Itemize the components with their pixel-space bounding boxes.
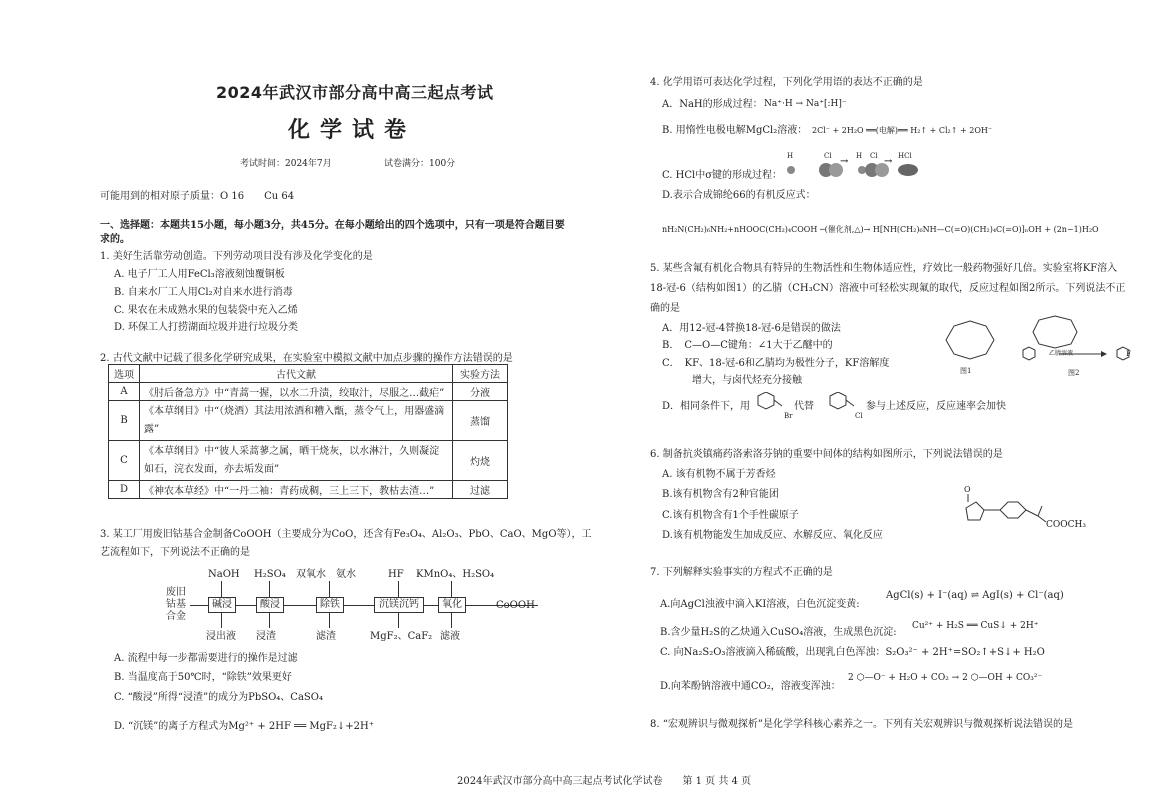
flow-input-3: 合金: [166, 611, 186, 622]
q5-option-d-end: 参与上述反应，反应速率会加快: [866, 401, 1006, 412]
flow-reagent-5: KMnO₄、H₂SO₄: [416, 569, 495, 580]
q4-option-b: B. 用惰性电极电解MgCl₂溶液：: [662, 125, 808, 136]
flow-output-2: 浸渣: [256, 631, 276, 642]
table-header-method: 实验方法: [453, 365, 508, 383]
flow-product: CoOOH: [496, 600, 535, 611]
q3-option-b: B. 当温度高于50℃时，“除铁”效果更好: [114, 672, 292, 683]
subject-title: 化学试卷: [288, 118, 417, 143]
table-header-text: 古代文献: [140, 365, 453, 383]
q2-stem: 2. 古代文献中记载了很多化学研究成果，在实验室中模拟文献中加点步骤的操作方法错误的是: [100, 353, 513, 364]
q5-option-b: B． C—O—C键角：∠1大于乙醚中的: [662, 340, 833, 351]
q6-option-c: C.该有机物含有1个手性碳原子: [662, 510, 799, 521]
q6-stem: 6. 制备抗炎镇痛药洛索洛芬钠的重要中间体的结构如图所示，下列说法错误的是: [650, 449, 1003, 460]
exam-title: 2024年武汉市部分高中高三起点考试: [216, 83, 494, 102]
table-row: [109, 401, 508, 441]
q7-option-a: A.向AgCl浊液中滴入KI溶液，白色沉淀变黄:: [660, 599, 860, 610]
q3-stem-cont: 艺流程如下，下列说法不正确的是: [100, 547, 250, 558]
exam-time: 考试时间：2024年7月: [240, 159, 332, 169]
q6-option-b: B.该有机物含有2种官能团: [662, 489, 779, 500]
flow-output-5: 滤液: [440, 631, 460, 642]
q3-option-c: C. “酸浸”所得“浸渣”的成分为PbSO₄、CaSO₄: [114, 692, 323, 703]
orbital-label-cl2: Cl: [870, 152, 878, 160]
reaction-condition: 乙腈溶液: [1049, 350, 1074, 357]
q4-stem: 4. 化学用语可表达化学过程，下列化学用语的表达不正确的是: [650, 77, 923, 88]
flow-input-1: 废旧: [166, 587, 186, 598]
q5-option-a: A．用12-冠-4替换18-冠-6是错误的做法: [662, 323, 841, 334]
row-method: 灼烧: [453, 441, 508, 481]
row-method: 分液: [453, 383, 508, 401]
q8-stem: 8. “宏观辨识与微观探析”是化学学科核心素养之一。下列有关宏观辨识与微观探析说法错误的是: [650, 719, 1073, 730]
flow-step-4: 沉镁沉钙: [374, 597, 424, 613]
flow-step-3: 除铁: [316, 597, 344, 613]
fig2-label: 图2: [1068, 369, 1080, 377]
q3-flowchart: [166, 566, 636, 648]
q1-stem: 1. 美好生活靠劳动创造。下列劳动项目没有涉及化学变化的是: [100, 251, 373, 262]
svg-text:→: →: [884, 156, 893, 167]
q7-option-c: C. 向Na₂S₂O₃溶液滴入稀硫酸，出现乳白色浑浊：S₂O₃²⁻ + 2H⁺=SO₂↑+S↓+ H₂O: [660, 647, 1045, 658]
row-method: 过滤: [453, 481, 508, 499]
q5-option-c-cont: 增大，与卤代烃充分接触: [662, 375, 802, 386]
q3-stem: 3. 某工厂用废旧钴基合金制备CoOOH（主要成分为CoO，还含有Fe₃O₄、Al₂O₃、PbO、CaO、MgO等），工: [100, 529, 592, 540]
row-option: B: [109, 401, 140, 441]
row-text: 《肘后备急方》中“青蒿一握，以水二升渍，绞取汁，尽服之…截疟”: [140, 383, 453, 401]
q7-option-d: D.向苯酚钠溶液中通CO₂，溶液变浑浊：: [660, 681, 841, 692]
flow-step-2: 酸浸: [256, 597, 284, 613]
table-header-option: 选项: [109, 365, 140, 383]
table-row: [109, 481, 508, 499]
flow-input-2: 钴基: [166, 599, 186, 610]
flow-reagent-3: 双氧水 氨水: [296, 569, 356, 580]
q7-option-a-eq: AgCl(s) + I⁻(aq) ⇌ AgI(s) + Cl⁻(aq): [886, 590, 1064, 601]
row-option: D: [109, 481, 140, 499]
row-option: C: [109, 441, 140, 481]
flow-reagent-1: NaOH: [208, 569, 240, 580]
table-row: [109, 441, 508, 481]
flow-output-4: MgF₂、CaF₂: [370, 631, 433, 642]
ketone-o-label: O: [964, 485, 971, 494]
q3-option-a: A. 流程中每一步都需要进行的操作是过滤: [114, 653, 298, 664]
flow-output-3: 滤渣: [316, 631, 336, 642]
atomic-masses: 可能用到的相对原子质量：O 16 Cu 64: [100, 191, 295, 202]
q5-option-d-mid: 代替: [794, 401, 814, 412]
row-option: A: [109, 383, 140, 401]
q7-option-b: B.含少量H₂S的乙炔通入CuSO₄溶液，生成黑色沉淀:: [660, 627, 897, 638]
q1-option-c: C. 果农在未成熟水果的包装袋中充入乙烯: [114, 305, 298, 316]
q4-option-a-eq: Na⁺·H → Na⁺[:H]⁻: [764, 99, 847, 109]
q5-stem: 5. 某些含氟有机化合物具有特异的生物活性和生物体适应性，疗效比一般药物强好几倍。实验室将KF溶入: [650, 263, 1118, 274]
q7-stem: 7. 下列解释实验事实的方程式不正确的是: [650, 567, 833, 578]
q4-option-a: A．NaH的形成过程：: [662, 99, 763, 110]
row-text: 《本草纲目》中“（烧酒）其法用浓酒和糟入甑，蒸令气上，用器盛滴露”: [140, 401, 453, 441]
crown-ether-figure: [940, 318, 1000, 364]
q4-option-b-eq: 2Cl⁻ + 2H₂O ══(电解)══ H₂↑ + Cl₂↑ + 2OH⁻: [812, 126, 993, 135]
flow-reagent-2: H₂SO₄: [254, 569, 286, 580]
q7-option-d-eq: 2 ⬡—O⁻ + H₂O + CO₂ → 2 ⬡—OH + CO₃²⁻: [848, 673, 1043, 683]
flow-reagent-4: HF: [388, 569, 404, 580]
flow-output-1: 浸出液: [206, 631, 236, 642]
ester-label: COOCH₃: [1046, 520, 1086, 530]
table-row: [109, 383, 508, 401]
q1-option-b: B. 自来水厂工人用Cl₂对自来水进行消毒: [114, 287, 293, 298]
label-cl: Cl: [855, 412, 863, 420]
q3-option-d: D. “沉镁”的离子方程式为Mg²⁺ + 2HF ══ MgF₂↓+2H⁺: [114, 721, 375, 732]
fig1-label: 图1: [960, 367, 972, 375]
q5-option-c: C． KF、18-冠-6和乙腈均为极性分子，KF溶解度: [662, 358, 890, 369]
q5-stem-cont2: 确的是: [650, 303, 680, 314]
orbital-label-h2: H: [856, 152, 863, 160]
q5-option-d: D．相同条件下，用: [662, 401, 751, 412]
q6-option-d: D.该有机物能发生加成反应、水解反应、氧化反应: [662, 530, 883, 541]
section-heading-cont: 求的。: [100, 234, 130, 245]
q4-option-c: C. HCl中σ键的形成过程：: [662, 170, 783, 181]
section-heading: 一、选择题：本题共15小题，每小题3分，共45分。在每小题给出的四个选项中，只有一项是符合题目要: [100, 220, 565, 231]
flow-step-1: 碱浸: [208, 597, 236, 613]
row-method: 蒸馏: [453, 401, 508, 441]
flow-main-line: [190, 605, 538, 606]
orbital-label-h1: H: [787, 152, 794, 160]
q2-table: [108, 364, 508, 499]
q1-option-a: A. 电子厂工人用FeCl₃溶液刻蚀覆铜板: [114, 269, 285, 280]
orbital-label-hcl: HCl: [898, 152, 912, 160]
svg-text:→: →: [840, 156, 849, 167]
q1-option-d: D. 环保工人打捞湖面垃圾并进行垃圾分类: [114, 322, 299, 333]
product-f-label: F: [1126, 350, 1131, 358]
q4-option-d: D.表示合成锦纶66的有机反应式：: [662, 190, 816, 201]
page-footer: 2024年武汉市部分高中高三起点考试化学试卷 第 1 页 共 4 页: [457, 776, 752, 787]
row-text: 《本草纲目》中“彼人采蒿蓼之属，晒干烧灰，以水淋汁，久则凝淀如石，浣衣发面，亦去垢发面”: [140, 441, 453, 481]
q6-option-a: A. 该有机物不属于芳香烃: [662, 469, 776, 480]
row-text: 《神农本草经》中“一丹二袖：青药成稠，三上三下，教枯去渣…”: [140, 481, 453, 499]
orbital-label-cl1: Cl: [824, 152, 832, 160]
label-br: Br: [784, 412, 793, 420]
exam-score: 试卷满分：100分: [384, 159, 456, 169]
flow-step-5: 氧化: [438, 597, 466, 613]
h-orbital-icon: [787, 166, 795, 174]
q7-option-b-eq: Cu²⁺ + H₂S ══ CuS↓ + 2H⁺: [912, 621, 1039, 631]
q4-option-d-eq: nH₂N(CH₂)₆NH₂+nHOOC(CH₂)₄COOH ─(催化剂,△)→ H[NH(CH₂)₆NH—C(=O)(CH₂)₄C(=O)]ₙOH + (2n−1)H₂O: [662, 225, 1099, 234]
q5-stem-cont: 18-冠-6（结构如图1）的乙腈（CH₃CN）溶液中可轻松实现氟的取代，反应过程如图2所示。下列说法不正: [650, 283, 1126, 294]
